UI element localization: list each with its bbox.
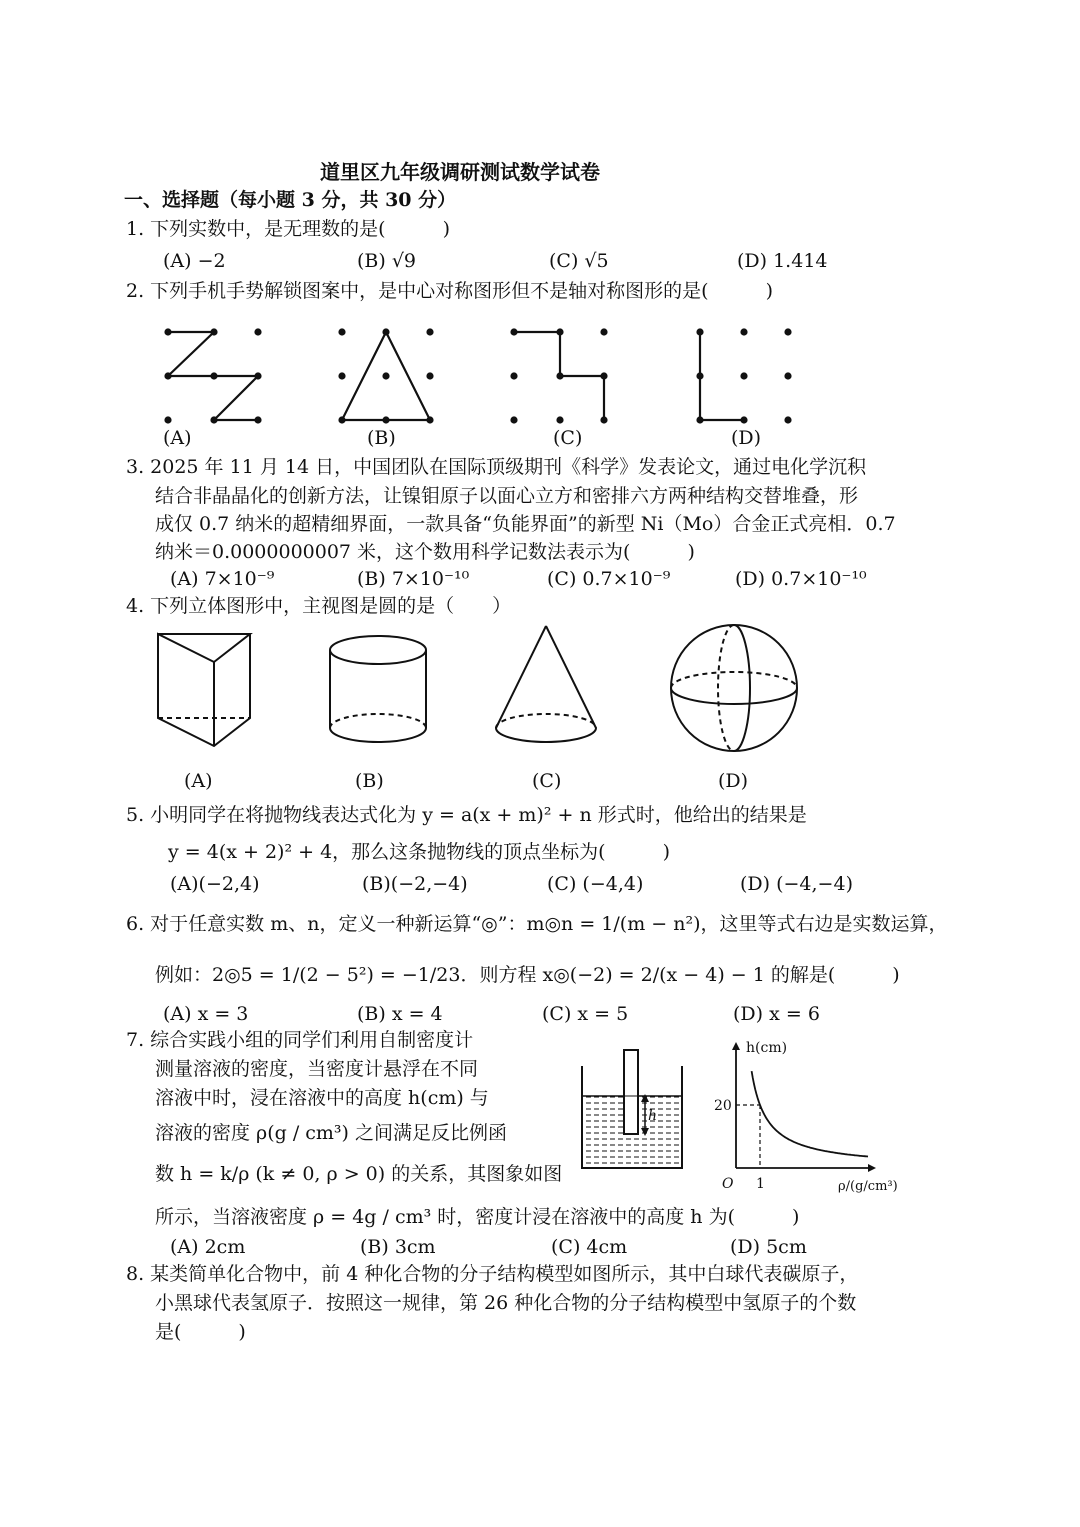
q7-line-2: 测量溶液的密度，当密度计悬浮在不同 — [155, 1058, 479, 1080]
q4-solids-figure — [150, 620, 810, 755]
q2-label-c: (C) — [553, 427, 583, 449]
q4-stem: 4. 下列立体图形中，主视图是圆的是（ ） — [126, 595, 512, 617]
q8-line-2: 小黑球代表氢原子．按照这一规律，第 26 种化合物的分子结构模型中氢原子的个数 — [155, 1292, 857, 1314]
section-heading: 一、选择题（每小题 3 分，共 30 分） — [124, 189, 457, 211]
q7-beaker-figure — [578, 1046, 688, 1174]
q1-option-a: (A) −2 — [163, 250, 226, 272]
q5-option-a: (A)(−2,4) — [170, 873, 260, 895]
q7-line-5: 数 h = k/ρ (k ≠ 0, ρ > 0) 的关系，其图象如图 — [155, 1163, 563, 1185]
q7-line-1: 7. 综合实践小组的同学们利用自制密度计 — [126, 1029, 474, 1051]
y-axis-label: h(cm) — [746, 1040, 788, 1056]
q3-option-a: (A) 7×10⁻⁹ — [170, 568, 275, 590]
hyperbola-curve — [752, 1071, 868, 1156]
pattern-d-dots — [696, 328, 791, 423]
q3-line-4: 纳米＝0.0000000007 米，这个数用科学记数法表示为( ) — [155, 541, 695, 563]
q6-option-a: (A) x = 3 — [163, 1003, 249, 1025]
q2-stem: 2. 下列手机手势解锁图案中，是中心对称图形但不是轴对称图形的是( ) — [126, 280, 773, 302]
pattern-b-dots — [338, 328, 433, 423]
q3-option-c: (C) 0.7×10⁻⁹ — [547, 568, 671, 590]
q4-label-b: (B) — [355, 770, 384, 792]
q5-line-1: 5. 小明同学在将抛物线表达式化为 y = a(x + m)² + n 形式时，他给出的结果是 — [126, 804, 807, 826]
q4-label-c: (C) — [532, 770, 562, 792]
q4-label-a: (A) — [184, 770, 213, 792]
q3-option-d: (D) 0.7×10⁻¹⁰ — [735, 568, 867, 590]
q5-option-c: (C) (−4,4) — [547, 873, 644, 895]
q5-option-b: (B)(−2,−4) — [362, 873, 468, 895]
x-tick-label: 1 — [756, 1176, 765, 1192]
q7-line-3: 溶液中时，浸在溶液中的高度 h(cm) 与 — [155, 1087, 489, 1109]
q1-stem: 1. 下列实数中，是无理数的是( ) — [126, 218, 450, 240]
q7-option-d: (D) 5cm — [730, 1236, 807, 1258]
q6-line-1: 6. 对于任意实数 m、n，定义一种新运算“◎”：m◎n = 1/(m − n²)，这里等式右边是实数运算， — [126, 913, 948, 935]
q3-line-3: 成仅 0.7 纳米的超精细界面，一款具备“负能界面”的新型 Ni（Mo）合金正式亮相．0.7 — [155, 513, 896, 535]
origin-label: O — [722, 1176, 734, 1192]
sphere — [671, 625, 797, 751]
cone — [496, 626, 596, 742]
q1-option-d: (D) 1.414 — [737, 250, 828, 272]
q5-option-d: (D) (−4,−4) — [740, 873, 853, 895]
q8-line-3: 是( ) — [155, 1321, 246, 1343]
q7-line-4: 溶液的密度 ρ(g / cm³) 之间满足反比例函 — [155, 1122, 507, 1144]
q6-option-b: (B) x = 4 — [357, 1003, 443, 1025]
q1-option-c: (C) √5 — [549, 250, 609, 272]
q6-line-2: 例如：2◎5 = 1/(2 − 5²) = −1/23．则方程 x◎(−2) = 2/(x − 4) − 1 的解是( ) — [155, 964, 900, 986]
y-tick-label: 20 — [714, 1098, 732, 1114]
triangular-prism — [158, 634, 250, 746]
q7-option-a: (A) 2cm — [170, 1236, 246, 1258]
q3-line-1: 3. 2025 年 11 月 14 日，中国团队在国际顶级期刊《科学》发表论文，通过电化学沉积 — [126, 456, 867, 478]
q2-label-a: (A) — [163, 427, 192, 449]
q2-label-b: (B) — [367, 427, 396, 449]
q4-label-d: (D) — [718, 770, 749, 792]
q6-option-c: (C) x = 5 — [542, 1003, 629, 1025]
q2-label-d: (D) — [731, 427, 762, 449]
q7-option-b: (B) 3cm — [360, 1236, 436, 1258]
q7-option-c: (C) 4cm — [551, 1236, 628, 1258]
q1-option-b: (B) √9 — [357, 250, 417, 272]
h-mark: h — [648, 1108, 658, 1124]
q3-line-2: 结合非晶晶化的创新方法，让镍钼原子以面心立方和密排六方两种结构交替堆叠，形 — [155, 485, 859, 507]
cylinder — [330, 636, 426, 742]
q7-line-6: 所示，当溶液密度 ρ = 4g / cm³ 时，密度计浸在溶液中的高度 h 为( ) — [155, 1206, 800, 1228]
pattern-d — [700, 332, 744, 420]
q3-option-b: (B) 7×10⁻¹⁰ — [357, 568, 470, 590]
q7-graph — [712, 1034, 912, 1196]
x-axis-label: ρ/(g/cm³) — [838, 1179, 898, 1194]
q6-option-d: (D) x = 6 — [733, 1003, 820, 1025]
q8-line-1: 8. 某类简单化合物中，前 4 种化合物的分子结构模型如图所示，其中白球代表碳原子， — [126, 1263, 859, 1285]
q5-line-2: y = 4(x + 2)² + 4，那么这条抛物线的顶点坐标为( ) — [168, 841, 670, 863]
exam-title: 道里区九年级调研测试数学试卷 — [320, 160, 600, 184]
hydrometer — [624, 1050, 638, 1134]
q2-unlock-patterns-figure — [150, 318, 810, 430]
